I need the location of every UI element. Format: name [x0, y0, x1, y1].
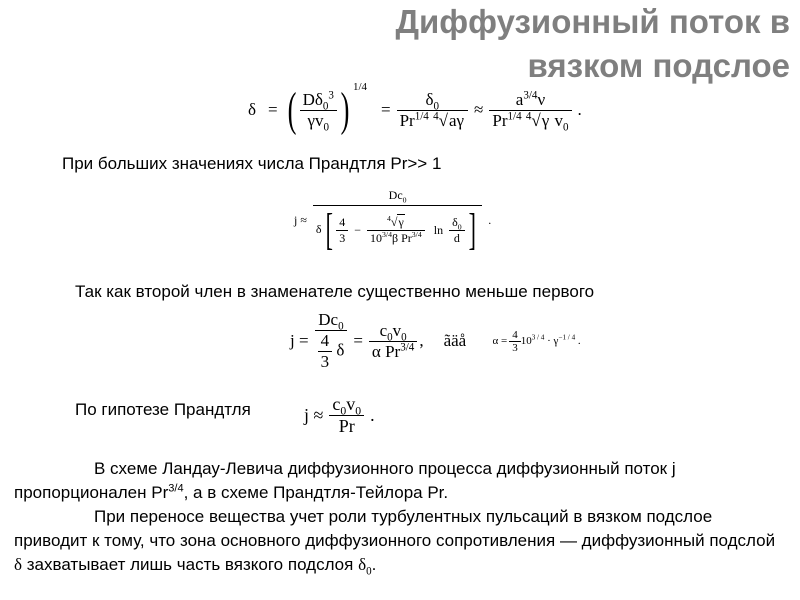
f4-fraction: $\frac{c_0v_0}{Pr}$ [329, 394, 364, 437]
f1-fraction: $\frac{D\delta_0^3}{\gamma v_0}$ [300, 90, 337, 131]
text-prandtl-hypothesis: По гипотезе Прандтля [75, 400, 251, 419]
formula-j-full: j ≈ $Dc_0$ δ[ $\frac{4}{3}$ − $\frac{^4√\gamma}{10^{3/4}\beta Pr^{3/4}}$ ln $\frac{\delta_0}{d}$ ] . [294, 188, 492, 254]
text-second-term: Так как второй член в знаменателе существенно меньше первого [75, 282, 595, 301]
slide-title-line2: вязком подслое [527, 47, 790, 84]
f1-fraction3: $\frac{a^{3/4}\nu}{Pr^{1/4} ^4√\gamma v_0}$ [489, 90, 571, 131]
formula-j-prandtl: j ≈ $\frac{c_0v_0}{Pr}$ . [304, 394, 375, 436]
paragraph-landau: В схеме Ландау-Левича диффузионного процесса диффузионный поток j пропорционален $Pr^{3/4}$, а в схеме Прандтля-Тейлора Pr. [14, 459, 676, 502]
formula-delta: δ = ( $\frac{D\delta_0^3}{\gamma v_0}$ ) $^{1/4}$= $\frac{\delta_0}{Pr^{1/4} ^4√a\gamma}$ ≈ $\frac{a^{3/4}\nu}{Pr^{1/4} ^4√\gamma v_0}$ . [248, 80, 582, 136]
f2-fraction: $Dc_0$ δ[ $\frac{4}{3}$ − $\frac{^4√\gamma}{10^{3/4}\beta Pr^{3/4}}$ ln $\frac{\delta_0}{d}$ ] [313, 188, 482, 252]
body-paragraph [14, 457, 786, 577]
f3-fraction2: $\frac{c_0v_0}{\alpha Pr^{3/4}}$ [369, 321, 417, 362]
text-high-prandtl: При больших значениях числа Прандтля Pr>> 1 [62, 154, 442, 173]
slide-title [270, 0, 790, 88]
f1-power: 1/4 [352, 80, 367, 93]
f3-alpha-def: α = $\frac{4}{3}$ $10^{3 / 4} \cdot \gamma^{-1 / 4}$ . [492, 328, 581, 354]
paragraph-turbulent: При переносе вещества учет роли турбулентных пульсаций в вязком подслое приводит к тому, что зона основного диффузионного сопротивления — диффузионный подслой δ захватывает лишь часть вязкого подслоя $\delta_0$. [14, 507, 776, 578]
f1-delta: δ [248, 100, 257, 119]
slide-title-line1: Диффузионный поток в [395, 3, 790, 40]
f3-fraction: $Dc_0$ $\frac{4}{3}$ δ [315, 310, 348, 372]
formula-j-approx: j = $Dc_0$ $\frac{4}{3}$ δ = $\frac{c_0v_0}{\alpha Pr^{3/4}}$ , ãäå α = $\frac{4}{3}$ $10^{3 / 4} \cdot \gamma^{-1 / 4}$ . [290, 310, 581, 371]
f1-fraction2: $\frac{\delta_0}{Pr^{1/4} ^4√a\gamma}$ [397, 90, 468, 131]
